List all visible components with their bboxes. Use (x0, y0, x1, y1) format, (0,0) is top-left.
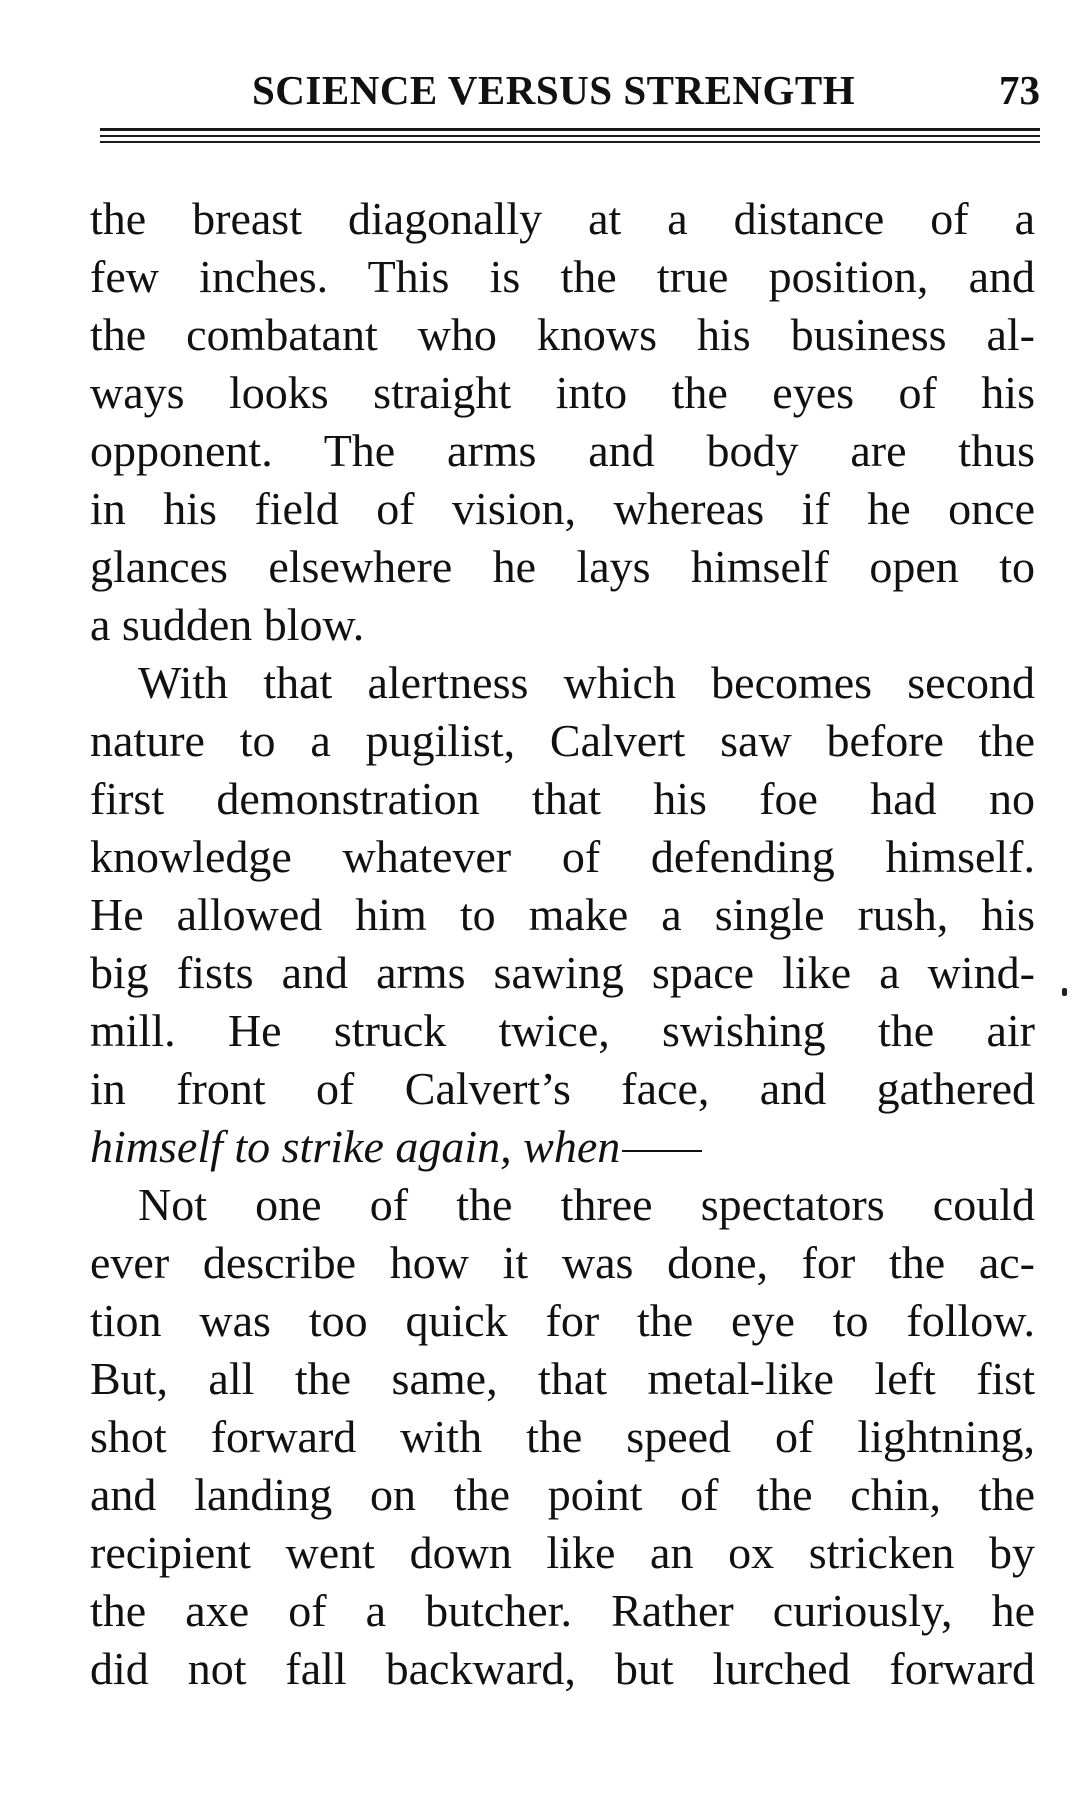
text-line: the combatant who knows his business al- (90, 309, 1035, 360)
text-line: did not fall backward, but lurched forward (90, 1643, 1035, 1694)
text-line: and landing on the point of the chin, the (90, 1469, 1035, 1520)
text-line: mill. He struck twice, swishing the air (90, 1005, 1035, 1056)
text-line: the axe of a butcher. Rather curiously, he (90, 1585, 1035, 1636)
text-line: first demonstration that his foe had no (90, 773, 1035, 824)
text-line-italic (90, 1118, 1035, 1176)
text-line: a sudden blow. (90, 599, 365, 650)
text-line: big fists and arms sawing space like a wind- (90, 947, 1035, 998)
text-line: the breast diagonally at a distance of a (90, 193, 1035, 244)
text-line: tion was too quick for the eye to follow. (90, 1295, 1035, 1346)
text-line: He allowed him to make a single rush, his (90, 889, 1035, 940)
text-line: shot forward with the speed of lightning, (90, 1411, 1035, 1462)
text-line: nature to a pugilist, Calvert saw before the (90, 715, 1035, 766)
text-line: With that alertness which becomes second (138, 657, 1035, 708)
running-head (100, 66, 1040, 116)
page-number: 73 (999, 67, 1040, 113)
text-line: knowledge whatever of defending himself. (90, 831, 1035, 882)
body-text (90, 190, 1035, 1698)
header-rule (100, 141, 1040, 143)
em-dash-rule (622, 1150, 702, 1152)
header-rule (100, 128, 1040, 131)
text-line: recipient went down like an ox stricken by (90, 1527, 1035, 1578)
text-line: opponent. The arms and body are thus (90, 425, 1035, 476)
text-line: few inches. This is the true position, and (90, 251, 1035, 302)
text-line: ever describe how it was done, for the ac- (90, 1237, 1035, 1288)
header-rule (100, 135, 1040, 137)
running-title: SCIENCE VERSUS STRENGTH (252, 67, 856, 113)
italic-text: himself to strike again, when (90, 1121, 621, 1172)
text-line: in his field of vision, whereas if he once (90, 483, 1035, 534)
ink-speck (1062, 988, 1067, 996)
text-line: Not one of the three spectators could (138, 1179, 1035, 1230)
text-line: glances elsewhere he lays himself open to (90, 541, 1035, 592)
text-line: ways looks straight into the eyes of his (90, 367, 1035, 418)
text-line: in front of Calvert’s face, and gathered (90, 1063, 1035, 1114)
text-line: But, all the same, that metal-like left fist (90, 1353, 1035, 1404)
